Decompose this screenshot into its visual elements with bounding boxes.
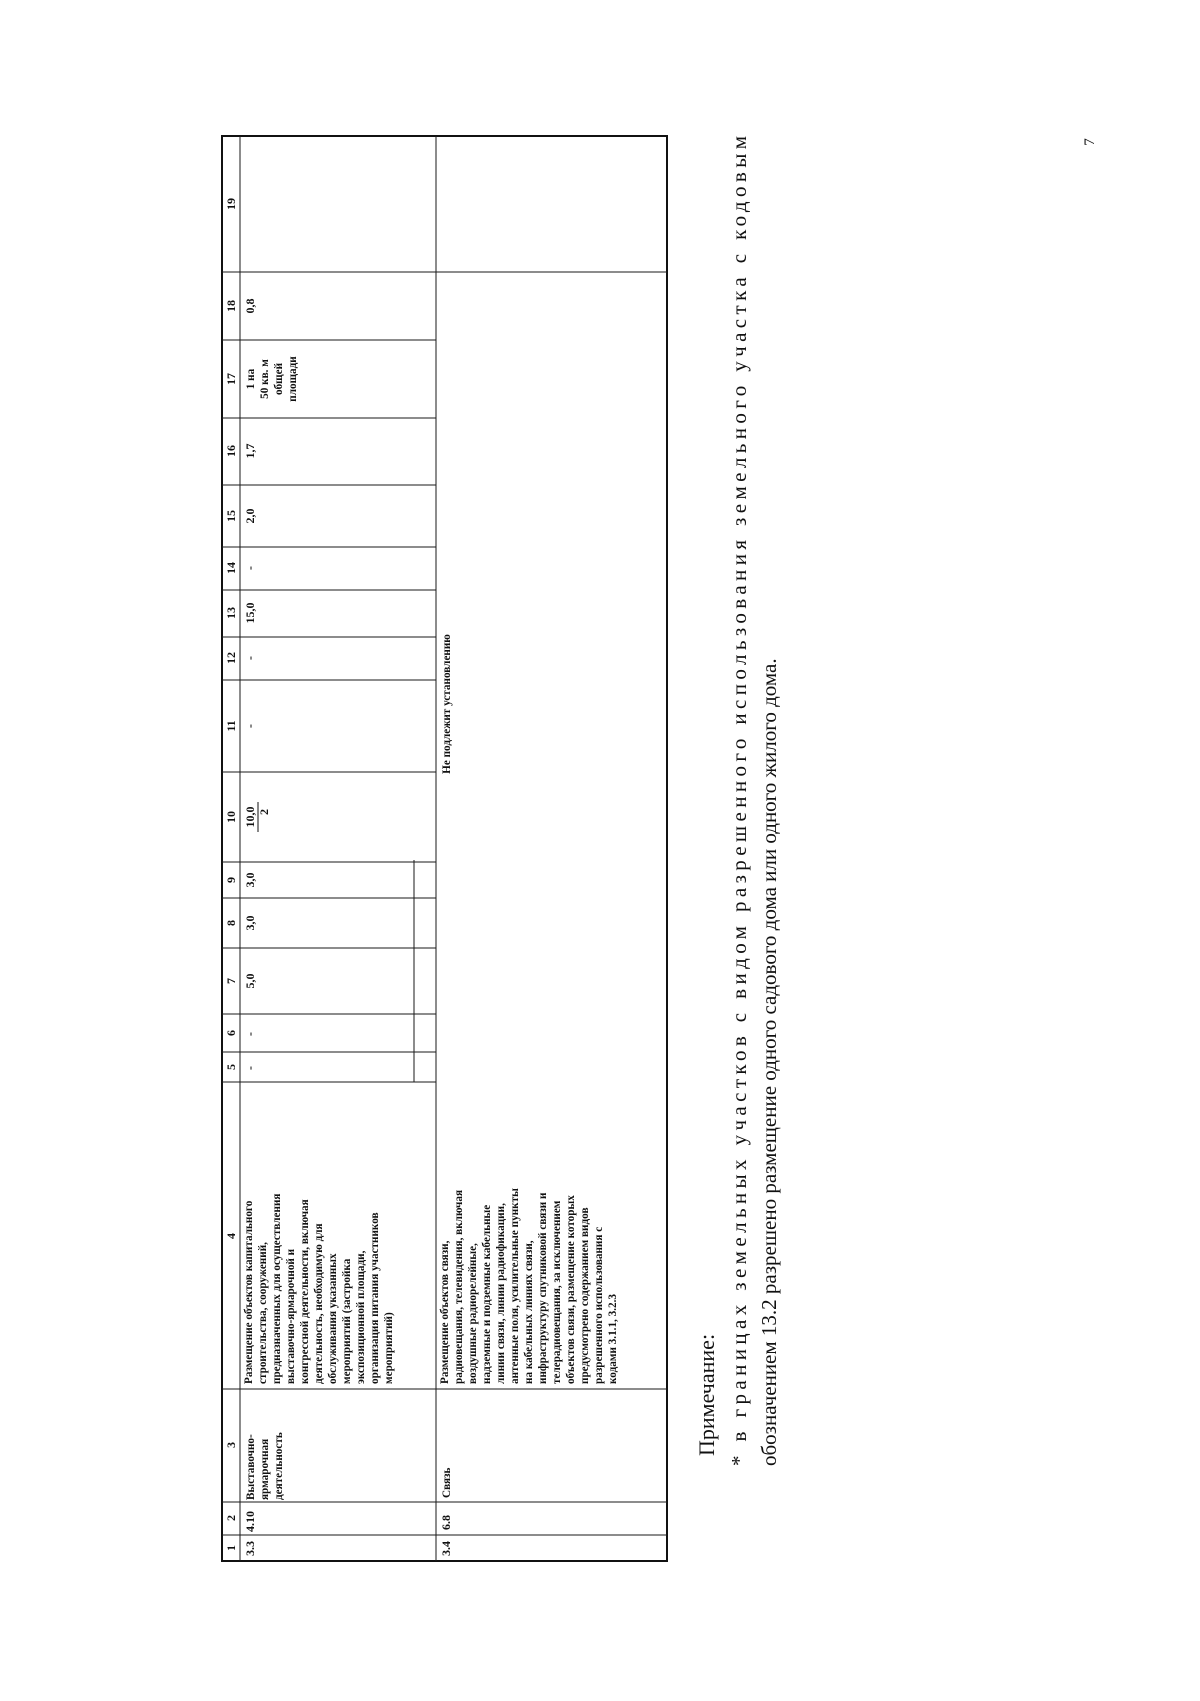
header-col-12: 12 xyxy=(224,652,238,664)
page-number: 7 xyxy=(1082,138,1098,146)
row1-col8: 3,0 xyxy=(243,915,257,931)
row1-col13: 15,0 xyxy=(243,602,257,624)
row1-col18: 0,8 xyxy=(243,298,257,314)
header-col-10: 10 xyxy=(224,811,238,823)
row1-col11: - xyxy=(243,724,257,728)
row1-code: 4.10 xyxy=(243,1511,257,1532)
svg-text:строительства, сооружений,: строительства, сооружений, xyxy=(257,1242,269,1384)
svg-text:мероприятий (застройка: мероприятий (застройка xyxy=(341,1258,353,1384)
svg-text:площади: площади xyxy=(287,356,299,402)
svg-text:предназначенных для осуществле: предназначенных для осуществления xyxy=(271,1193,283,1384)
svg-text:телерадиовещания, за исключени: телерадиовещания, за исключением xyxy=(551,1200,563,1384)
svg-text:деятельность, необходимую для: деятельность, необходимую для xyxy=(313,1223,325,1384)
svg-text:выставочно-ярмарочной и: выставочно-ярмарочной и xyxy=(285,1248,297,1384)
svg-text:деятельность: деятельность xyxy=(273,1432,285,1500)
svg-text:общей: общей xyxy=(273,362,285,396)
header-col-4: 4 xyxy=(224,1233,238,1239)
header-col-15: 15 xyxy=(224,510,238,522)
svg-text:1 на: 1 на xyxy=(245,368,257,390)
row1-col12: - xyxy=(243,656,257,660)
header-col-11: 11 xyxy=(224,720,238,732)
row1-description xyxy=(243,1194,395,1384)
table-row-3-3 xyxy=(243,299,395,1557)
svg-text:Размещение объектов связи,: Размещение объектов связи, xyxy=(439,1240,451,1384)
header-col-13: 13 xyxy=(224,607,238,619)
svg-text:линии связи, линии радиофикаци: линии связи, линии радиофикации, xyxy=(495,1203,507,1384)
row1-col15: 2,0 xyxy=(243,508,257,524)
header-col-1: 1 xyxy=(224,1545,238,1551)
svg-text:Размещение объектов капитально: Размещение объектов капитального xyxy=(243,1200,255,1384)
note-line-2: обозначением 13.2 разрешено размещение одного садового дома или одного жилого дома. xyxy=(757,658,781,1466)
header-col-5: 5 xyxy=(224,1064,238,1070)
svg-text:мероприятий): мероприятий) xyxy=(383,1312,395,1384)
note-section xyxy=(694,136,781,1466)
row1-col5: - xyxy=(243,1066,257,1070)
svg-text:организация питания участников: организация питания участников xyxy=(369,1212,381,1384)
svg-text:антенные поля, усилительные пу: антенные поля, усилительные пункты xyxy=(509,1188,521,1384)
row1-col10-denominator: 2 xyxy=(257,809,271,815)
header-col-3: 3 xyxy=(224,1442,238,1448)
row2-name: Связь xyxy=(441,1467,453,1498)
row1-col14: - xyxy=(243,566,257,570)
svg-text:надземные и подземные кабельны: надземные и подземные кабельные xyxy=(481,1204,493,1384)
svg-text:50 кв. м: 50 кв. м xyxy=(259,359,271,399)
note-title: Примечание: xyxy=(694,1333,719,1456)
row1-col9: 3,0 xyxy=(243,872,257,888)
header-col-9: 9 xyxy=(224,877,238,883)
svg-text:конгрессной деятельности, вклю: конгрессной деятельности, включая xyxy=(299,1199,311,1384)
row1-col10-fraction xyxy=(243,802,271,832)
note-line-1: * в границах земельных участков с видом разрешенного использования земельного участка с кодовым xyxy=(727,135,751,1466)
row1-col10-numerator: 10,0 xyxy=(243,806,257,828)
svg-text:экспозиционной площади,: экспозиционной площади, xyxy=(355,1250,367,1384)
header-col-7: 7 xyxy=(224,978,238,984)
table-row-3-4 xyxy=(439,634,619,1556)
svg-text:разрешенного использования с: разрешенного использования с xyxy=(593,1226,605,1384)
row1-name xyxy=(245,1432,285,1500)
row2-description xyxy=(439,1188,619,1384)
svg-text:радиовещания, телевидения, вкл: радиовещания, телевидения, включая xyxy=(453,1189,465,1384)
row2-code: 6.8 xyxy=(439,1515,453,1530)
header-col-6: 6 xyxy=(224,1030,238,1036)
row1-index: 3.3 xyxy=(243,1541,257,1556)
svg-text:объектов связи, размещение кот: объектов связи, размещение которых xyxy=(565,1195,577,1384)
header-col-2: 2 xyxy=(224,1515,238,1521)
row1-col6: - xyxy=(243,1032,257,1036)
header-col-14: 14 xyxy=(224,562,238,574)
svg-text:предусмотрено содержанием видо: предусмотрено содержанием видов xyxy=(579,1207,591,1384)
row1-col17 xyxy=(245,356,299,402)
regulations-table xyxy=(222,136,667,1561)
svg-text:Выставочно-: Выставочно- xyxy=(245,1434,257,1500)
header-col-8: 8 xyxy=(224,920,238,926)
table-header-row xyxy=(224,198,238,1551)
row2-index: 3.4 xyxy=(439,1541,453,1556)
header-col-16: 16 xyxy=(224,445,238,457)
svg-text:воздушные радиорелейные,: воздушные радиорелейные, xyxy=(467,1243,479,1384)
svg-text:инфраструктуру спутниковой свя: инфраструктуру спутниковой связи и xyxy=(537,1192,549,1384)
svg-text:обслуживания указанных: обслуживания указанных xyxy=(327,1253,339,1384)
svg-text:кодами 3.1.1, 3.2.3: кодами 3.1.1, 3.2.3 xyxy=(607,1293,619,1384)
svg-text:ярмарочная: ярмарочная xyxy=(259,1438,271,1500)
row1-col16: 1,7 xyxy=(243,443,257,459)
header-col-18: 18 xyxy=(224,300,238,312)
header-col-17: 17 xyxy=(224,373,238,385)
row1-col7: 5,0 xyxy=(243,973,257,989)
svg-text:на кабельных линиях связи,: на кабельных линиях связи, xyxy=(523,1240,535,1384)
header-col-19: 19 xyxy=(224,198,238,210)
row2-merged-note: Не подлежит установлению xyxy=(441,634,453,774)
